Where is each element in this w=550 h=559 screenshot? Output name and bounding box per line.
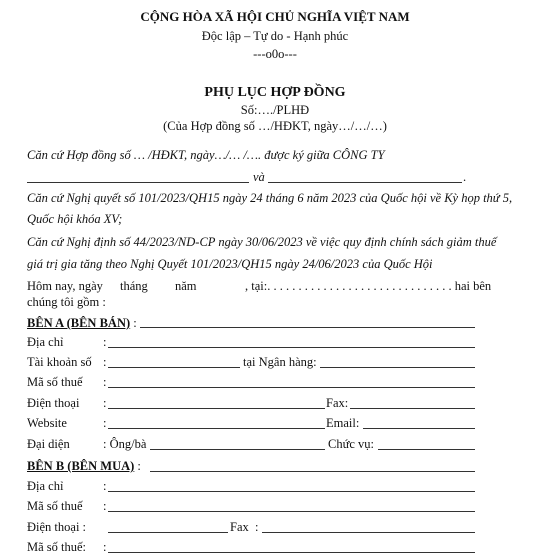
party-b-tax-blank bbox=[108, 511, 475, 512]
document-title: PHỤ LỤC HỢP ĐỒNG bbox=[204, 85, 346, 100]
party-b-tax-label: Mã số thuế bbox=[27, 499, 83, 513]
intro-parties: chúng tôi gồm : bbox=[27, 295, 106, 309]
party-a-name-blank bbox=[140, 327, 475, 328]
party-b-tax2-label: Mã số thuế: bbox=[27, 540, 87, 554]
basis-resolution-line2: Quốc hội khóa XV; bbox=[27, 212, 123, 226]
party-a-rep-blank bbox=[150, 449, 325, 450]
party-a-heading-row bbox=[27, 316, 137, 331]
company-a-blank bbox=[27, 182, 249, 183]
party-b-fax-blank bbox=[262, 532, 475, 533]
party-a-account-label: Tài khoản số bbox=[27, 355, 92, 369]
party-b-address-label: Địa chỉ bbox=[27, 479, 64, 493]
appendix-number: Số:…./PLHĐ bbox=[240, 103, 310, 117]
intro-location: , tại:. . . . . . . . . . . . . . . . . . . . . . . . . . . . . . hai bên bbox=[245, 279, 492, 293]
basis-resolution-line1: Căn cứ Nghị quyết số 101/2023/QH15 ngày 24 tháng 6 năm 2023 của Quốc hội về Kỳ họp thứ 5, bbox=[27, 191, 513, 205]
national-motto: Độc lập – Tự do - Hạnh phúc bbox=[201, 29, 349, 43]
party-a-phone-label: Điện thoại bbox=[27, 396, 80, 410]
contract-reference: (Của Hợp đồng số …/HĐKT, ngày…/…/…) bbox=[163, 119, 387, 133]
party-a-email-blank bbox=[363, 428, 475, 429]
intro-month: tháng bbox=[120, 279, 148, 293]
party-a-rep-value: : Ông/bà bbox=[103, 437, 147, 451]
header-separator: ---o0o--- bbox=[253, 47, 297, 61]
intro-year: năm bbox=[175, 279, 197, 293]
party-a-tax-blank bbox=[108, 387, 475, 388]
party-a-heading-colon: : bbox=[133, 316, 137, 330]
party-a-fax-blank bbox=[350, 408, 475, 409]
party-b-name-blank bbox=[150, 471, 475, 472]
party-a-account-blank bbox=[108, 367, 240, 368]
party-a-heading: BÊN A (BÊN BÁN) bbox=[27, 316, 131, 330]
basis-decree-line1: Căn cứ Nghị định số 44/2023/ND-CP ngày 30/06/2023 về việc quy định chính sách giảm thuế bbox=[27, 235, 497, 249]
party-b-phone-label: Điện thoại : bbox=[27, 520, 87, 534]
party-b-heading-row bbox=[27, 459, 141, 474]
basis-decree-line2: giá trị gia tăng theo Nghị Quyết 101/2023/QH15 ngày 24/06/2023 của Quốc Hội bbox=[27, 257, 433, 271]
party-b-fax-colon: : bbox=[255, 520, 259, 534]
party-a-rep-label: Đại diện bbox=[27, 437, 70, 451]
party-b-heading-colon: : bbox=[137, 459, 141, 473]
basis-period: . bbox=[463, 170, 467, 184]
party-b-tax2-blank bbox=[108, 552, 475, 553]
party-a-position-label: Chức vụ: bbox=[328, 437, 375, 451]
party-a-tax-label: Mã số thuế bbox=[27, 375, 83, 389]
party-a-phone-blank bbox=[108, 408, 325, 409]
party-b-fax-label: Fax bbox=[230, 520, 249, 534]
party-a-email-label: Email: bbox=[326, 416, 360, 430]
party-a-bank-label: tại Ngân hàng: bbox=[243, 355, 317, 369]
party-a-fax-label: Fax: bbox=[326, 396, 349, 410]
intro-today: Hôm nay, ngày bbox=[27, 279, 103, 293]
party-b-heading: BÊN B (BÊN MUA) bbox=[27, 459, 135, 473]
basis-contract: Căn cứ Hợp đồng số … /HĐKT, ngày…/… /…. được ký giữa CÔNG TY bbox=[27, 148, 385, 162]
party-a-website-blank bbox=[108, 428, 325, 429]
basis-and: và bbox=[253, 170, 265, 184]
party-a-website-label: Website bbox=[27, 416, 67, 430]
party-a-bank-blank bbox=[320, 367, 475, 368]
nation-heading: CỘNG HÒA XÃ HỘI CHỦ NGHĨA VIỆT NAM bbox=[140, 9, 410, 24]
party-a-address-blank bbox=[108, 347, 475, 348]
party-b-phone-blank bbox=[108, 532, 228, 533]
party-a-address-label: Địa chỉ bbox=[27, 335, 64, 349]
party-a-position-blank bbox=[378, 449, 475, 450]
party-b-address-blank bbox=[108, 491, 475, 492]
company-b-blank bbox=[268, 182, 462, 183]
